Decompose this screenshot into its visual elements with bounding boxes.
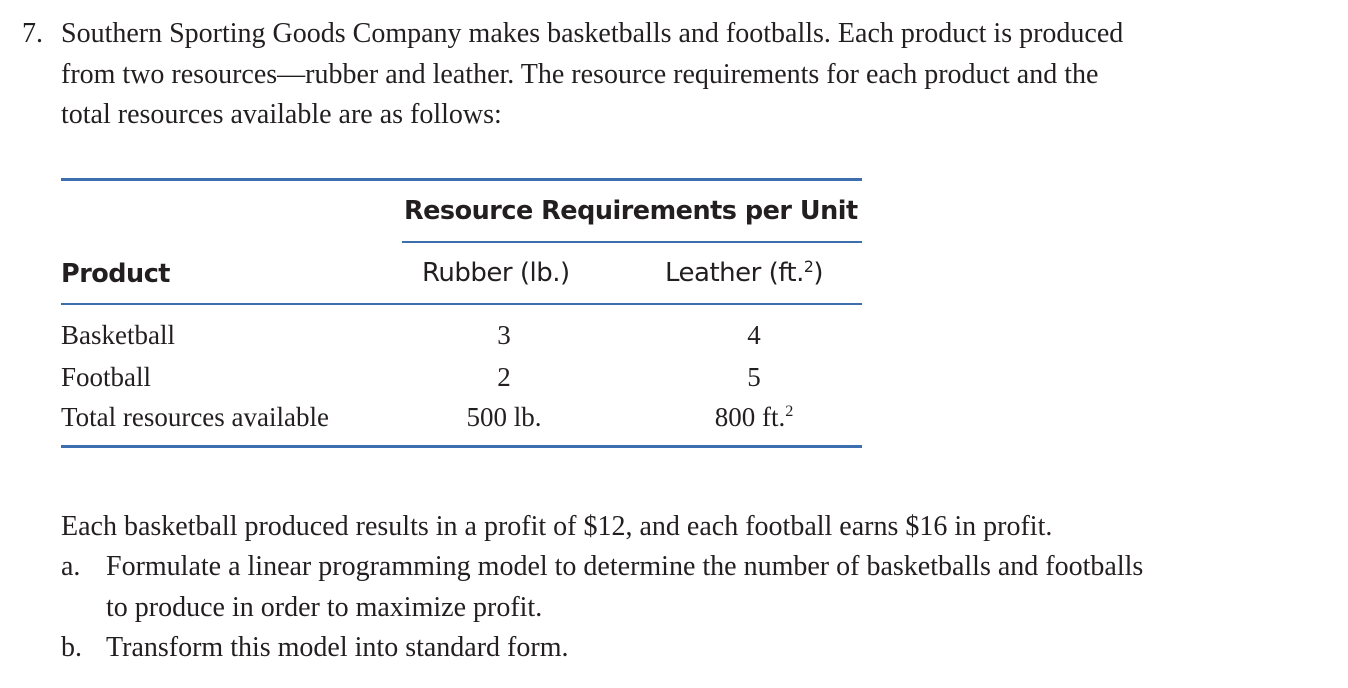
- column-header-leather: [665, 258, 823, 288]
- row-total-leather: [694, 402, 814, 433]
- table-top-rule: [61, 178, 862, 181]
- group-header-rule: [402, 241, 862, 243]
- column-header-product: Product: [61, 259, 170, 289]
- table-group-header: Resource Requirements per Unit: [404, 196, 858, 226]
- problem-intro: [22, 14, 1123, 136]
- intro-line-3: total resources available are as follows:: [61, 99, 502, 130]
- leather-header-base: Leather (ft.: [665, 258, 804, 288]
- row-football-rubber: 2: [497, 362, 511, 392]
- intro-line-2: from two resources—rubber and leather. The resource requirements for each product and the: [61, 58, 1099, 90]
- table-bottom-rule: [61, 445, 862, 448]
- row-football-label: Football: [61, 362, 152, 392]
- total-leather-sup: 2: [785, 402, 794, 421]
- row-total-rubber: 500 lb.: [466, 402, 542, 432]
- intro-text-1: Southern Sporting Goods Company makes basketballs and footballs. Each product is produced: [61, 18, 1124, 49]
- row-basketball-leather: 4: [747, 320, 761, 350]
- question-b: [61, 628, 568, 669]
- row-total-label: Total resources available: [61, 402, 329, 432]
- leather-header-close: ): [813, 258, 823, 288]
- row-basketball-rubber: 3: [497, 320, 511, 350]
- intro-line-1: [22, 14, 1123, 55]
- row-football-leather: 5: [747, 362, 761, 392]
- leather-header-sup: 2: [803, 257, 814, 276]
- row-basketball-label: Basketball: [61, 320, 175, 350]
- question-a-line-1: Formulate a linear programming model to determine the number of basketballs and footballs: [106, 551, 1144, 582]
- question-a-letter: a.: [61, 551, 81, 582]
- question-a-line-2: to produce in order to maximize profit.: [106, 591, 543, 623]
- profit-statement: Each basketball produced results in a profit of $12, and each football earns $16 in profit.: [61, 511, 1053, 542]
- total-leather-base: 800 ft.: [714, 402, 786, 432]
- question-b-letter: b.: [61, 632, 82, 663]
- header-bottom-rule: [61, 303, 862, 305]
- column-header-rubber: Rubber (lb.): [422, 258, 570, 288]
- question-a: [61, 547, 1143, 628]
- problem-number: 7.: [22, 18, 43, 49]
- question-b-line-1: Transform this model into standard form.: [106, 632, 569, 663]
